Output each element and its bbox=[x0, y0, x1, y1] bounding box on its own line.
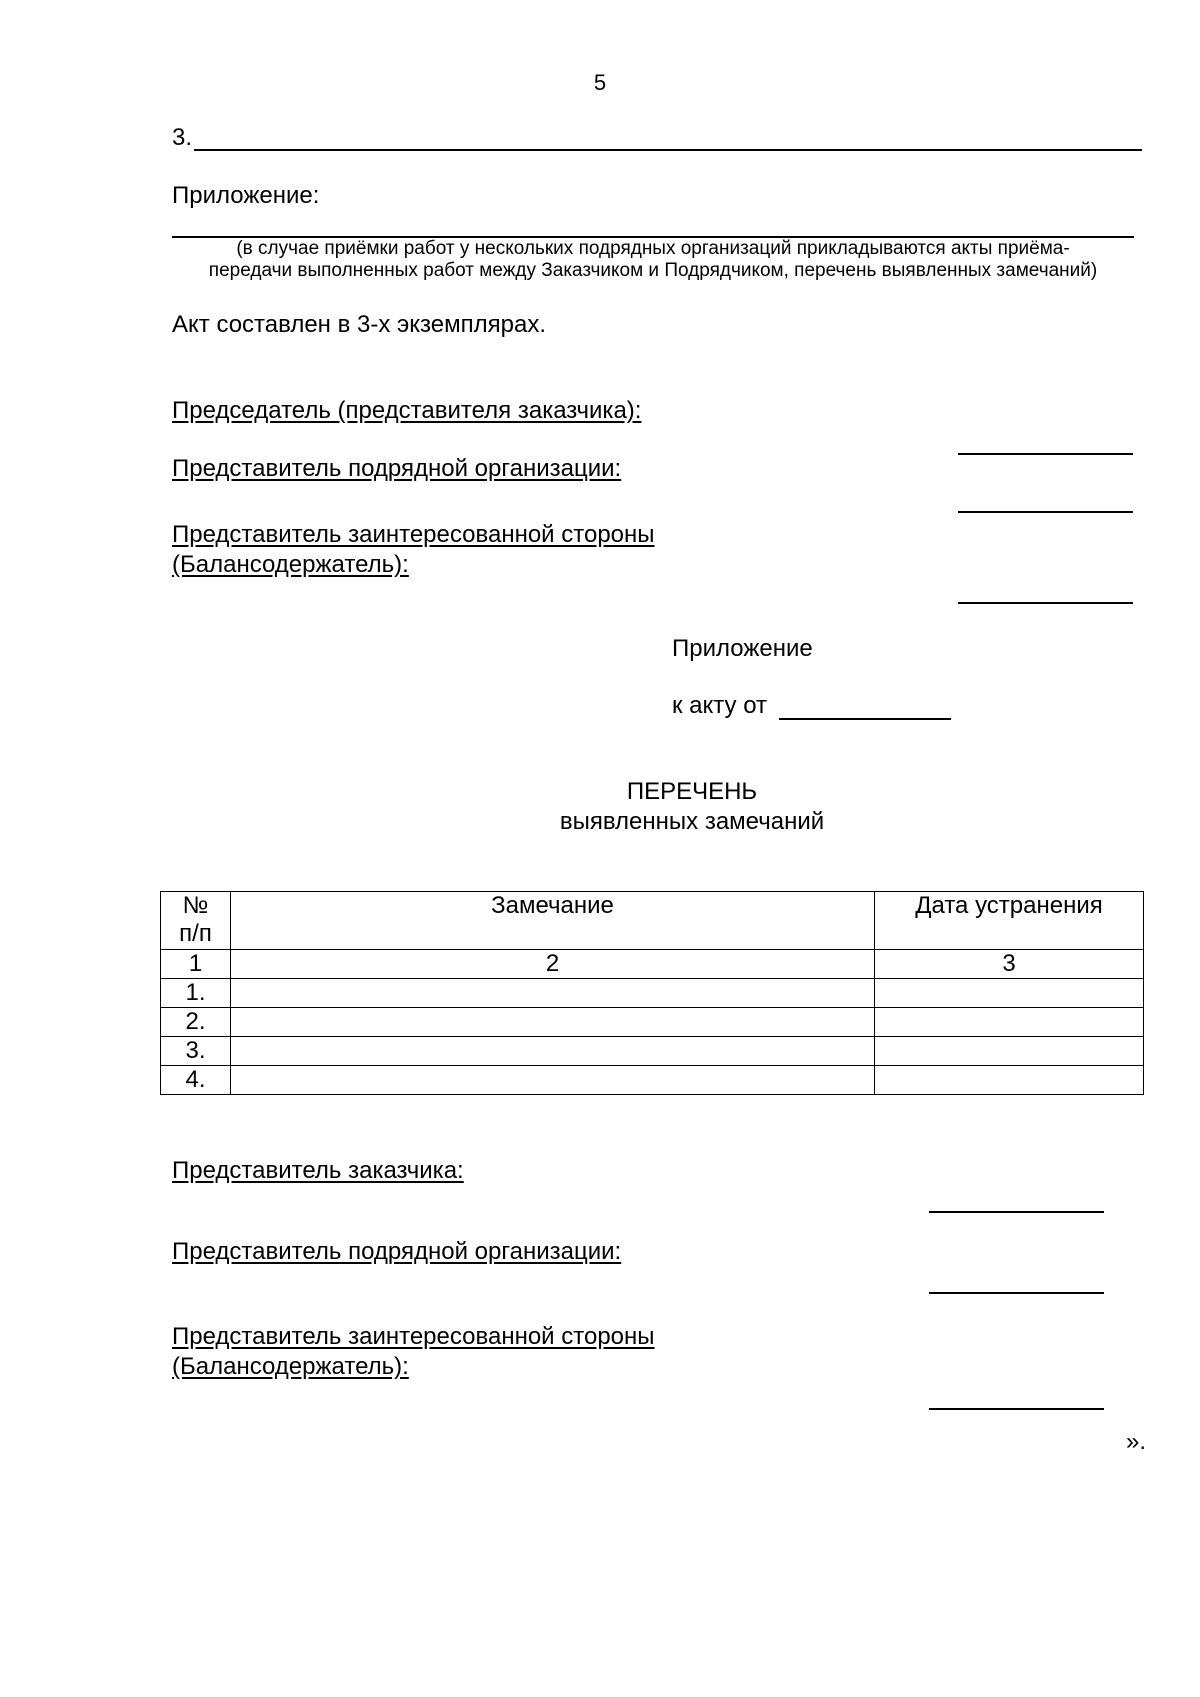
chairman-signature-line bbox=[958, 453, 1133, 455]
copies-statement: Акт составлен в 3-х экземплярах. bbox=[172, 311, 546, 338]
appendix-note bbox=[172, 238, 1134, 282]
row-date-cell bbox=[875, 979, 1144, 1008]
row-number: 2. bbox=[161, 1008, 231, 1037]
table-row bbox=[161, 1037, 1144, 1066]
row-remark-cell bbox=[231, 1008, 875, 1037]
stakeholder-signature-line bbox=[958, 602, 1133, 604]
customer-signature-line bbox=[929, 1211, 1104, 1213]
item-3-label: 3. bbox=[172, 124, 193, 151]
header-number bbox=[161, 892, 231, 950]
annex-date-line bbox=[779, 718, 951, 720]
index-cell: 3 bbox=[875, 950, 1144, 979]
row-number: 4. bbox=[161, 1066, 231, 1095]
item-3-fill-line bbox=[194, 149, 1142, 151]
row-remark-cell bbox=[231, 1037, 875, 1066]
row-number: 1. bbox=[161, 979, 231, 1008]
stakeholder-signature-label bbox=[172, 520, 655, 580]
index-cell: 2 bbox=[231, 950, 875, 979]
appendix-note-line1: (в случае приёмки работ у нескольких подрядных организаций прикладываются акты приёма- bbox=[236, 238, 1070, 259]
table-row bbox=[161, 979, 1144, 1008]
annex-to-act: к акту от bbox=[672, 692, 768, 719]
table-row bbox=[161, 1008, 1144, 1037]
contractor-signature-line bbox=[958, 511, 1133, 513]
row-date-cell bbox=[875, 1066, 1144, 1095]
header-number-line1: № bbox=[182, 892, 209, 919]
appendix-label: Приложение: bbox=[172, 182, 320, 209]
contractor-signature-line-bottom bbox=[929, 1292, 1104, 1294]
list-heading bbox=[150, 777, 1200, 837]
closing-quote-mark: ». bbox=[1125, 1428, 1146, 1455]
header-remark: Замечание bbox=[231, 892, 875, 950]
row-remark-cell bbox=[231, 1066, 875, 1095]
stakeholder-signature-line-bottom bbox=[929, 1408, 1104, 1410]
stakeholder-label-line2-bottom: (Балансодержатель): bbox=[172, 1353, 409, 1380]
annex-title: Приложение bbox=[672, 635, 813, 662]
customer-signature-label: Представитель заказчика: bbox=[172, 1157, 464, 1184]
stakeholder-label-line1: Представитель заинтересованной стороны bbox=[172, 521, 655, 548]
remarks-table bbox=[160, 891, 1144, 1095]
index-cell: 1 bbox=[161, 950, 231, 979]
header-date: Дата устранения bbox=[875, 892, 1144, 950]
appendix-note-line2: передачи выполненных работ между Заказчиком и Подрядчиком, перечень выявленных замечаний) bbox=[208, 260, 1098, 281]
header-number-line2: п/п bbox=[179, 920, 212, 947]
contractor-signature-label-bottom: Представитель подрядной организации: bbox=[172, 1238, 622, 1265]
list-heading-title: ПЕРЕЧЕНЬ bbox=[626, 778, 758, 805]
stakeholder-label-line2: (Балансодержатель): bbox=[172, 551, 409, 578]
table-index-row bbox=[161, 950, 1144, 979]
table-row bbox=[161, 1066, 1144, 1095]
row-remark-cell bbox=[231, 979, 875, 1008]
contractor-signature-label: Представитель подрядной организации: bbox=[172, 455, 622, 482]
table-header-row bbox=[161, 892, 1144, 950]
stakeholder-label-line1-bottom: Представитель заинтересованной стороны bbox=[172, 1323, 655, 1350]
stakeholder-signature-label-bottom bbox=[172, 1322, 655, 1382]
row-date-cell bbox=[875, 1037, 1144, 1066]
row-date-cell bbox=[875, 1008, 1144, 1037]
list-heading-subtitle: выявленных замечаний bbox=[559, 808, 825, 835]
chairman-signature-label: Председатель (представителя заказчика): bbox=[172, 397, 642, 424]
page-number: 5 bbox=[593, 70, 607, 95]
row-number: 3. bbox=[161, 1037, 231, 1066]
